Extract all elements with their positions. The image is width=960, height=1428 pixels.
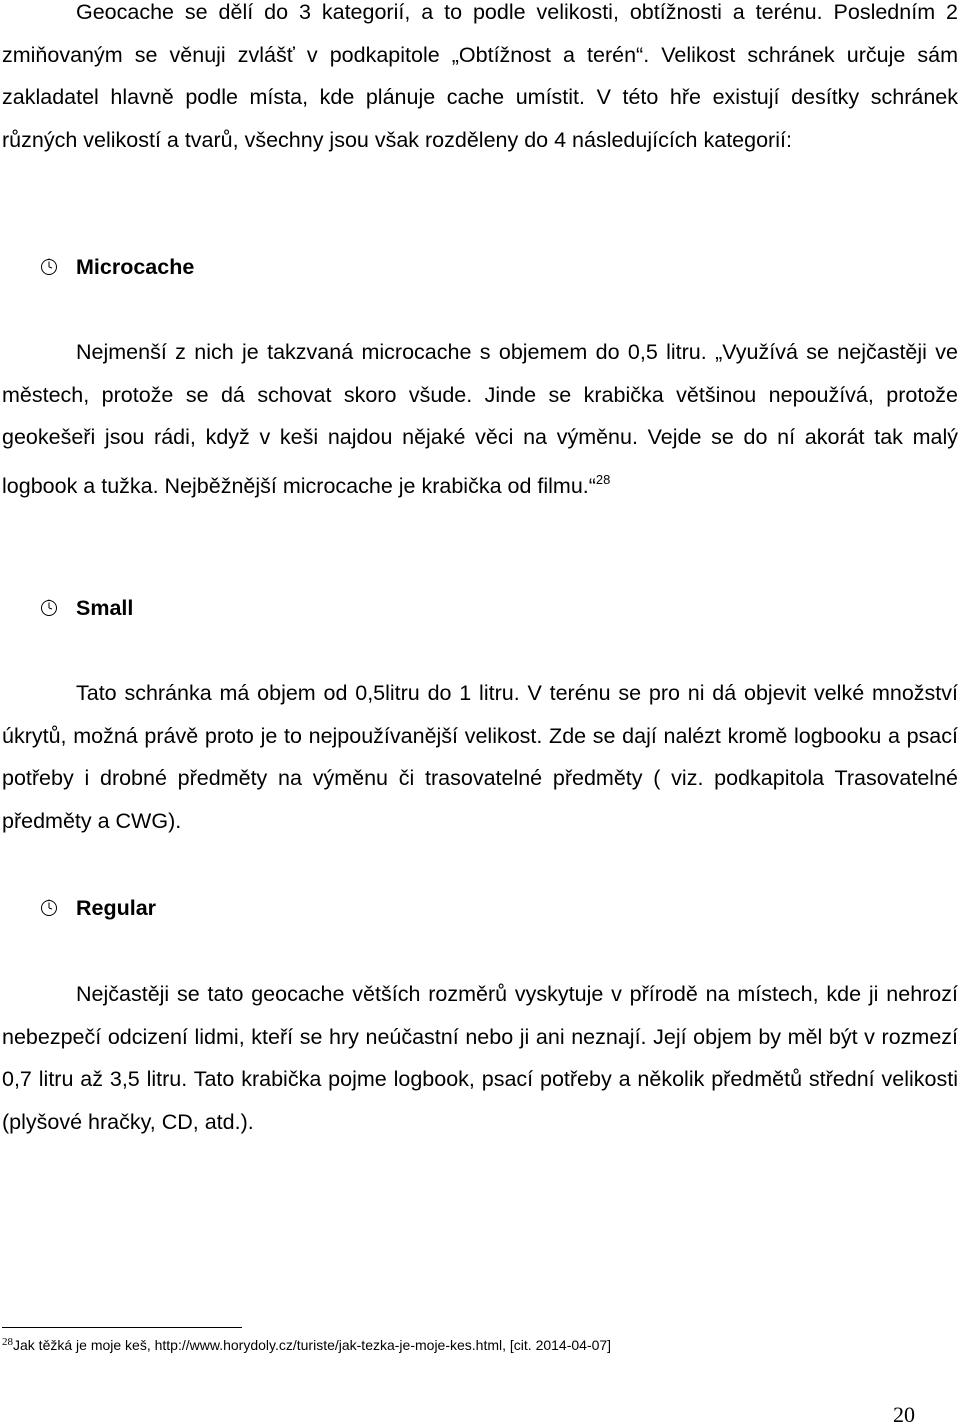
footnote-divider: [2, 1327, 242, 1328]
footnote-reference[interactable]: 28: [595, 471, 611, 487]
intro-text: Geocache se dělí do 3 kategorií, a to podle velikosti, obtížnosti a terénu. Posledním 2 zmiňovaným se věnuji zvlášť v podkapitole „Obtížnost a terén“. Velikost schránek určuje sám zakladatel hlavně podle místa, kde plánuje cache umístit. V této hře existují desítky schránek různých velikostí a tvarů, všechny jsou však rozděleny do 4 následujících kategorií:: [2, 0, 958, 152]
section-body-regular: Nejčastěji se tato geocache větších rozměrů vyskytuje v přírodě na místech, kde ji nehrozí nebezpečí odcizení lidmi, kteří se hry neúčastní nebo ji ani neznají. Její objem by měl být v rozmezí 0,7 litru až 3,5 litru. Tato krabička pojme logbook, psací potřeby a několik předmětů střední velikosti (plyšové hračky, CD, atd.).: [2, 982, 958, 1134]
stopwatch-icon: [40, 593, 58, 623]
section-heading-label: Small: [76, 596, 134, 620]
section-body-microcache: Nejmenší z nich je takzvaná microcache s objemem do 0,5 litru. „Využívá se nejčastěji ve městech, protože se dá schovat skoro všude. Jinde se krabička většinou nepoužívá, protože geokešeři jsou rádi, když v keši najdou nějaké věci na výměnu. Vejde se do ní akorát tak malý logbook a tužka. Nejběžnější microcache je krabička od filmu.“$^{28}$: [2, 340, 958, 498]
section-heading-label: Microcache: [76, 255, 195, 279]
stopwatch-icon: [40, 252, 58, 282]
page-number: 20: [893, 1402, 915, 1427]
section-body-small: Tato schránka má objem od 0,5litru do 1 litru. V terénu se pro ni dá objevit velké množství úkrytů, možná právě proto je to nejpoužívanější velikost. Zde se dají nalézt kromě logbooku a psací potřeby i drobné předměty na výměnu či trasovatelné předměty ( viz. podkapitola Trasovatelné předměty a CWG).: [2, 681, 958, 833]
intro-paragraph: [2, 0, 958, 161]
stopwatch-icon: [40, 893, 58, 923]
section-heading-label: Regular: [76, 896, 157, 920]
footnote-number: 28: [2, 1336, 13, 1348]
footnote-text[interactable]: Jak těžká je moje keš, http://www.horydoly.cz/turiste/jak-tezka-je-moje-kes.html, [cit. 2014-04-07]: [13, 1337, 612, 1353]
footnote: [2, 1336, 611, 1353]
